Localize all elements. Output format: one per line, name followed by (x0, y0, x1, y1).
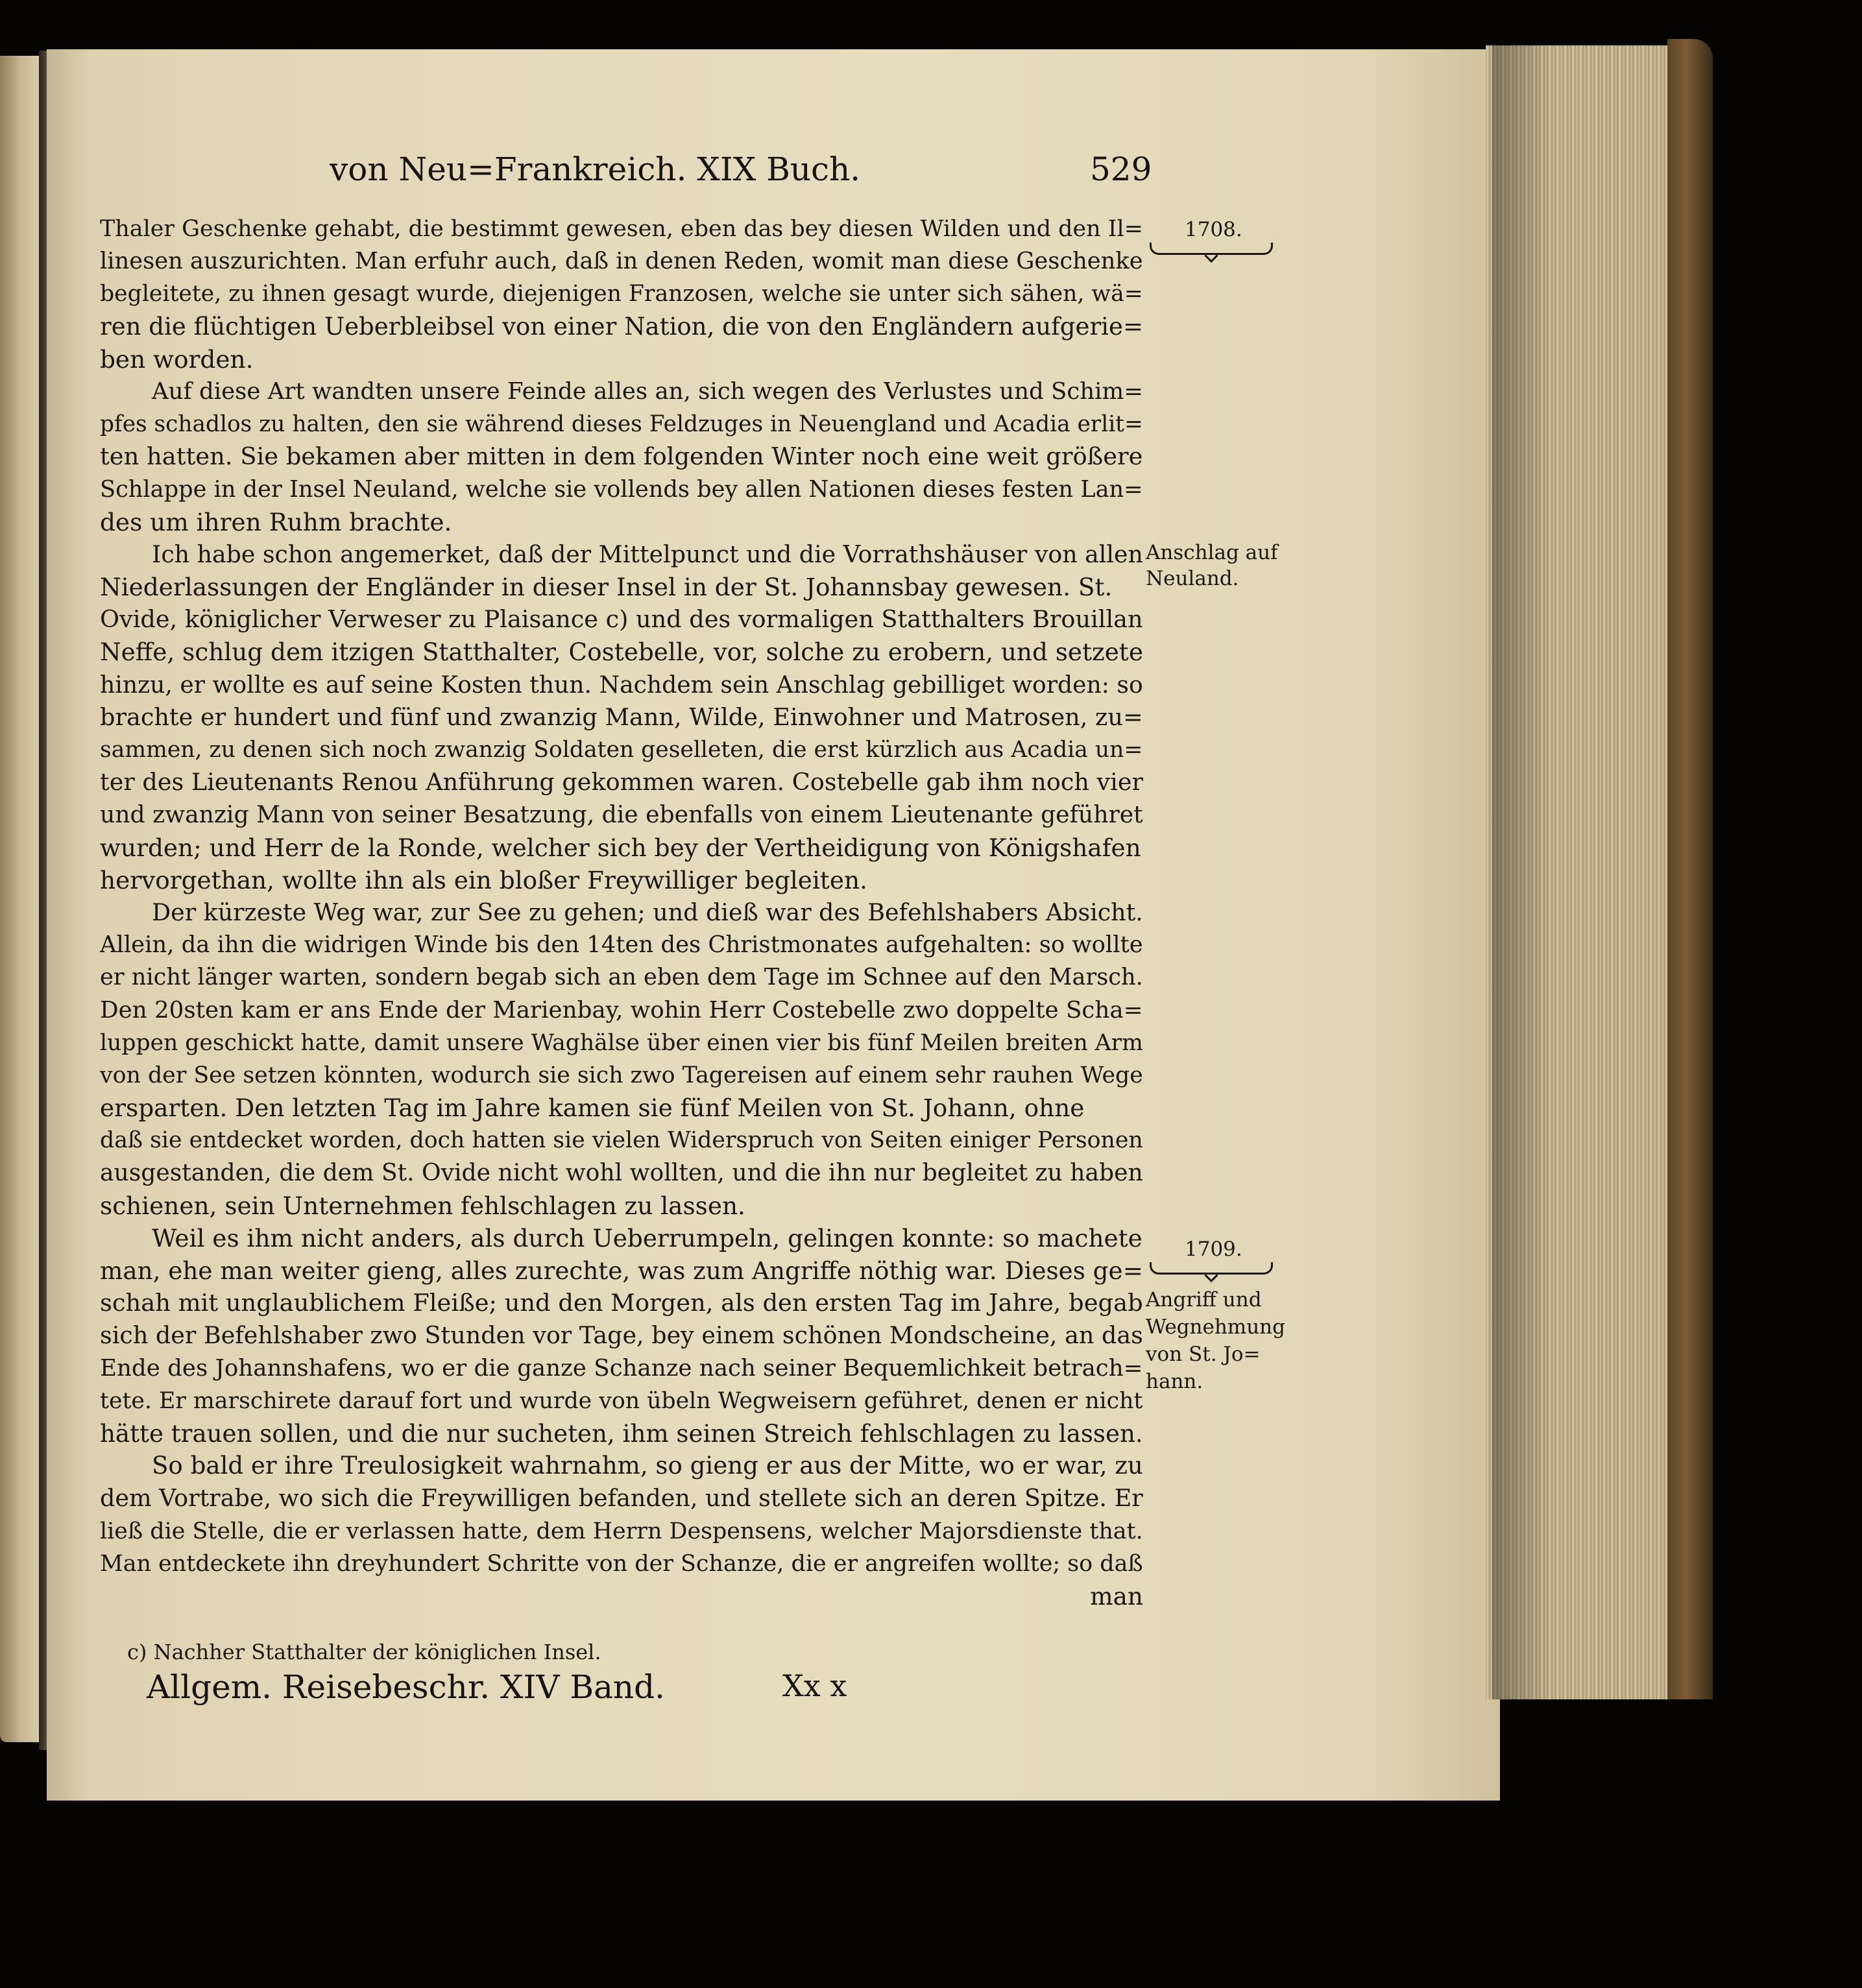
text-line: von der See setzen könnten, wodurch sie sich zwo Tagereisen auf einem sehr rauhen Wege (100, 1062, 1143, 1088)
margin-note-angriff-3: von St. Jo= (1146, 1343, 1261, 1366)
text-line: Man entdeckete ihn dreyhundert Schritte von der Schanze, die er angreifen wollte; so daß (100, 1550, 1143, 1577)
text-line: daß sie entdecket worden, doch hatten sie vielen Widerspruch von Seiten einiger Personen (100, 1127, 1143, 1154)
margin-year-1709: 1709. (1185, 1238, 1242, 1261)
text-line: und zwanzig Mann von seiner Besatzung, die ebenfalls von einem Lieutenante geführet (100, 800, 1143, 829)
paragraph-start-line: Auf diese Art wandten unsere Feinde alles an, sich wegen des Verlustes und Schim= (152, 377, 1143, 405)
margin-note-angriff-1: Angriff und (1146, 1288, 1262, 1311)
text-line: pfes schadlos zu halten, den sie während dieses Feldzuges in Neuengland und Acadia erlit= (100, 411, 1143, 438)
paragraph-start-line: So bald er ihre Treulosigkeit wahrnahm, so gieng er aus der Mitte, wo er war, zu (152, 1452, 1143, 1480)
signature-title: Allgem. Reisebeschr. XIV Band. (147, 1668, 666, 1706)
text-line: man, ehe man weiter gieng, alles zurechte, was zum Angriffe nöthig war. Dieses ge= (100, 1256, 1143, 1285)
text-line: ließ die Stelle, die er verlassen hatte, dem Herrn Despensens, welcher Majorsdienste that. (100, 1518, 1143, 1544)
text-line: tete. Er marschirete darauf fort und wurde von übeln Wegweisern geführet, denen er nicht (100, 1387, 1143, 1414)
text-line: Thaler Geschenke gehabt, die bestimmt gewesen, eben das bey diesen Wilden und den Il= (100, 216, 1143, 242)
header-title: von Neu=Frankreich. XIX Buch. (330, 150, 861, 188)
text-line: Den 20sten kam er ans Ende der Marienbay, wohin Herr Costebelle zwo doppelte Scha= (100, 996, 1143, 1024)
text-line: Ende des Johannshafens, wo er die ganze Schanze nach seiner Bequemlichkeit betrach= (100, 1354, 1143, 1382)
text-line: linesen auszurichten. Man erfuhr auch, daß in denen Reden, womit man diese Geschenke (100, 248, 1143, 275)
text-line: hervorgethan, wollte ihn als ein bloßer Freywilliger begleiten. (100, 865, 867, 894)
page-edges-shadow (1492, 45, 1551, 1699)
main-text (100, 213, 1143, 1612)
text-line: wurden; und Herr de la Ronde, welcher sich bey der Vertheidigung von Königshafen (100, 833, 1141, 862)
margin-note-anschlag-2: Neuland. (1146, 567, 1239, 590)
text-line: brachte er hundert und fünf und zwanzig Mann, Wilde, Einwohner und Matrosen, zu= (100, 702, 1143, 731)
margin-year-1708: 1708. (1185, 218, 1242, 241)
page-number: 529 (1090, 150, 1152, 188)
margin-note-anschlag-1: Anschlag auf (1146, 541, 1278, 564)
text-line: ben worden. (100, 344, 254, 374)
text-line: begleitete, zu ihnen gesagt wurde, diejenigen Franzosen, welche sie unter sich sähen, wä= (100, 281, 1143, 307)
text-line: dem Vortrabe, wo sich die Freywilligen befanden, und stellete sich an deren Spitze. Er (100, 1484, 1143, 1513)
margin-note-angriff-2: Wegnehmung (1146, 1315, 1285, 1339)
signature-line (147, 1668, 1055, 1714)
signature-mark: Xx x (782, 1668, 847, 1703)
text-line: Niederlassungen der Engländer in dieser Insel in der St. Johannsbay gewesen. St. (100, 573, 1113, 602)
text-line: Ovide, königlicher Verweser zu Plaisance c) und des vormaligen Statthalters Brouillan (100, 605, 1143, 634)
text-line: Allein, da ihn die widrigen Winde bis den 14ten des Christmonates aufgehalten: so wollte (100, 931, 1143, 959)
text-line: des um ihren Ruhm brachte. (100, 507, 452, 536)
paragraph-start-line: Weil es ihm nicht anders, als durch Ueberrumpeln, gelingen konnte: so machete (152, 1223, 1143, 1252)
margin-brace-1709 (1150, 1262, 1273, 1275)
text-line: schienen, sein Unternehmen fehlschlagen zu lassen. (100, 1191, 745, 1220)
book-cover (1667, 39, 1713, 1699)
text-line: ten hatten. Sie bekamen aber mitten in dem folgenden Winter noch eine weit größere (100, 442, 1143, 471)
text-line: ersparten. Den letzten Tag im Jahre kamen sie fünf Meilen von St. Johann, ohne (100, 1094, 1085, 1123)
text-line: hätte trauen sollen, und die nur sucheten, ihm seinen Streich fehlschlagen zu lassen. (100, 1419, 1143, 1448)
margin-note-angriff-4: hann. (1146, 1370, 1203, 1393)
text-line: Schlappe in der Insel Neuland, welche sie vollends bey allen Nationen dieses festen Lan= (100, 475, 1143, 503)
text-line: sammen, zu denen sich noch zwanzig Soldaten geselleten, die erst kürzlich aus Acadia un= (100, 737, 1143, 763)
text-line: ausgestanden, die dem St. Ovide nicht wohl wollten, und die ihn nur begleitet zu haben (100, 1158, 1143, 1187)
running-header (0, 150, 1862, 196)
text-line: sich der Befehlshaber zwo Stunden vor Tage, bey einem schönen Mondscheine, an das (100, 1321, 1143, 1350)
margin-brace-1708 (1150, 243, 1273, 255)
text-line: ter des Lieutenants Renou Anführung gekommen waren. Costebelle gab ihm noch vier (100, 768, 1143, 796)
catchword: man (1090, 1581, 1143, 1611)
text-line: ren die flüchtigen Ueberbleibsel von einer Nation, die von den Engländern aufgerie= (100, 312, 1143, 341)
text-line: luppen geschickt hatte, damit unsere Waghälse über einen vier bis fünf Meilen breiten Arm (100, 1029, 1143, 1056)
text-line: er nicht länger warten, sondern begab sich an eben dem Tage im Schnee auf den Marsch. (100, 964, 1143, 991)
footnote: c) Nachher Statthalter der königlichen Insel. (127, 1640, 601, 1664)
text-line: schah mit unglaublichem Fleiße; und den Morgen, als den ersten Tag im Jahre, begab (100, 1289, 1143, 1317)
paragraph-start-line: Der kürzeste Weg war, zur See zu gehen; und dieß war des Befehlshabers Absicht. (152, 898, 1143, 926)
text-line: Neffe, schlug dem itzigen Statthalter, Costebelle, vor, solche zu erobern, und setzete (100, 638, 1143, 667)
paragraph-start-line: Ich habe schon angemerket, daß der Mittelpunct und die Vorrathshäuser von allen (152, 540, 1143, 568)
text-line: hinzu, er wollte es auf seine Kosten thun. Nachdem sein Anschlag gebilliget worden: so (100, 670, 1143, 699)
